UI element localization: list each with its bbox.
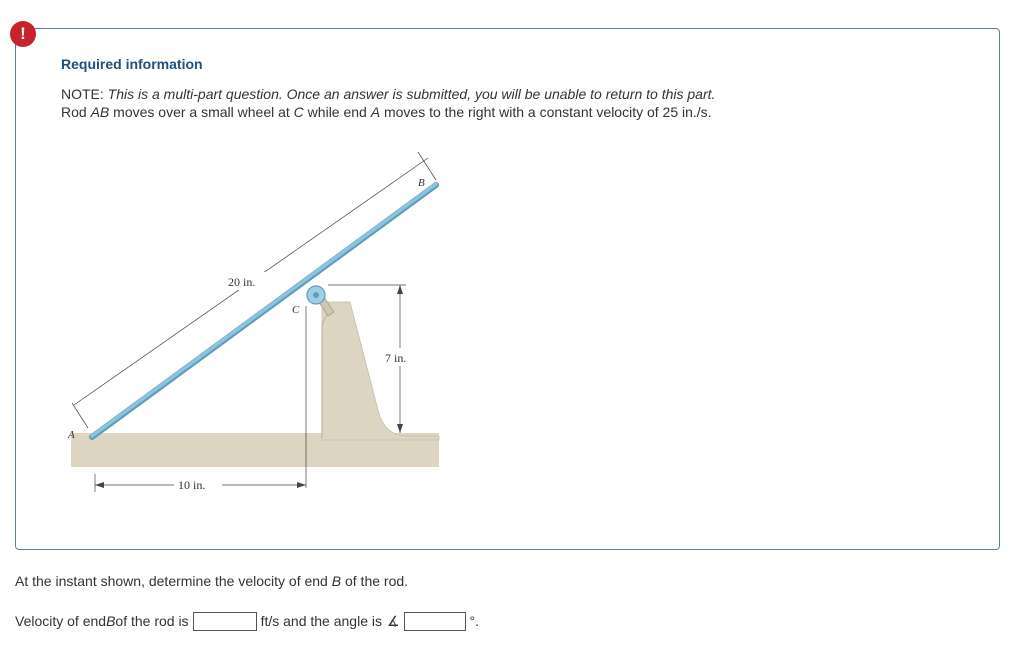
answer-label: of the rod is	[115, 613, 189, 629]
height-arrow-top	[397, 285, 403, 294]
rod-figure	[60, 148, 450, 498]
desc-rod: AB	[90, 104, 110, 120]
desc-part: moves over a small wheel at	[109, 104, 294, 120]
answer-end: B	[106, 613, 116, 629]
base-arrow-right	[297, 482, 306, 488]
question-part: of the rod.	[341, 573, 409, 589]
rod-diagram	[60, 148, 450, 498]
note-text	[61, 86, 715, 102]
answer-label: Velocity of end	[15, 613, 107, 629]
alert-icon: !	[10, 21, 36, 47]
note-body: This is a multi-part question. Once an answer is submitted, you will be unable to return to this part.	[107, 86, 716, 102]
base-arrow-left	[95, 482, 104, 488]
problem-description	[61, 104, 712, 120]
desc-part: while end	[303, 104, 371, 120]
support-block	[322, 302, 439, 440]
angle-icon: ∡	[386, 612, 400, 629]
question-text	[15, 573, 408, 589]
base-dimension-label: 10 in.	[178, 478, 206, 492]
point-b-label: B	[418, 177, 425, 189]
velocity-input[interactable]	[193, 612, 257, 631]
answer-row	[15, 610, 479, 632]
info-title: Required information	[61, 56, 203, 72]
rod-dimension-tick-a	[72, 403, 88, 428]
height-arrow-bottom	[397, 424, 403, 433]
desc-end: A	[370, 104, 381, 120]
unit-label: ft/s and the angle is	[260, 613, 382, 629]
rod-ab-highlight	[92, 184, 436, 436]
point-a-label: A	[68, 429, 75, 441]
desc-part: moves to the right with a constant velocity of 25 in./s.	[380, 104, 712, 120]
question-part: At the instant shown, determine the velocity of end	[15, 573, 332, 589]
wheel-hub	[313, 292, 319, 298]
question-end: B	[331, 573, 342, 589]
desc-part: Rod	[61, 104, 91, 120]
degree-suffix: °.	[469, 613, 480, 629]
desc-wheel: C	[293, 104, 304, 120]
height-dimension-label: 7 in.	[385, 351, 407, 365]
angle-input[interactable]	[404, 612, 466, 631]
rod-dimension-label: 20 in.	[228, 275, 256, 289]
rod-dimension-tick-b	[418, 152, 436, 180]
point-c-label: C	[292, 304, 300, 316]
note-prefix: NOTE:	[61, 86, 108, 102]
